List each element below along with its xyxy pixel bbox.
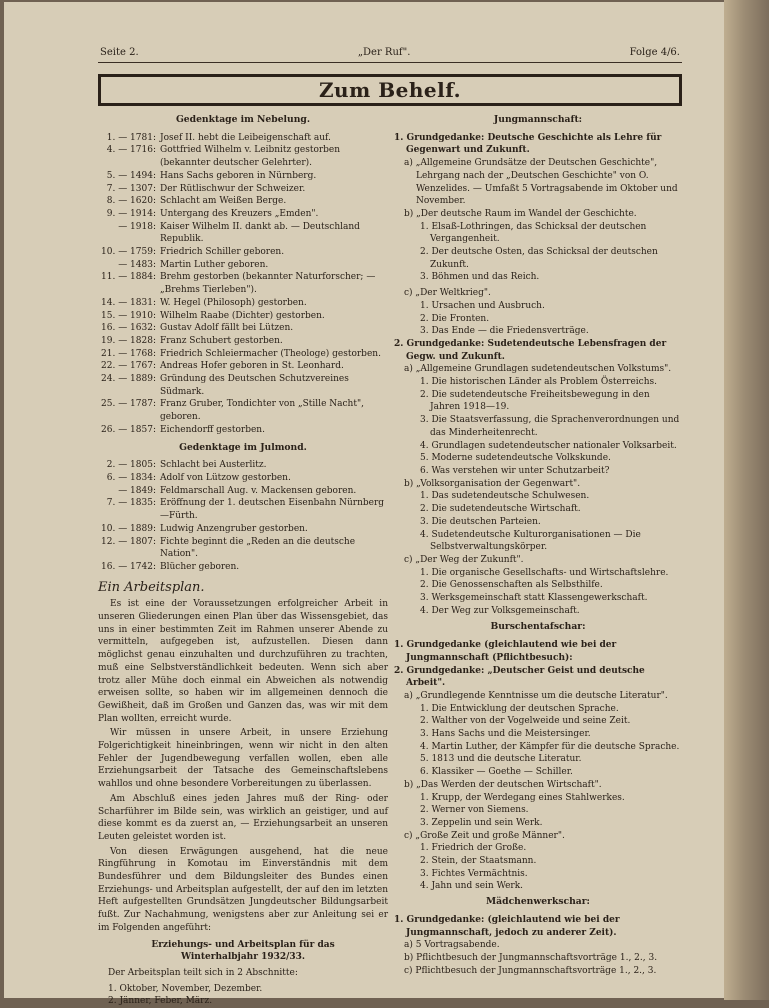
plan-title: Ein Arbeitsplan. [98,579,205,595]
list-item: 5. Moderne sudetendeutsche Volkskunde. [420,453,611,464]
plan-heading-term: Winterhalbjahr 1932/33. [180,952,306,963]
event-date: 12. — 1807: [101,536,156,547]
page-number: Seite 2. [100,46,139,58]
list-item: 3. Fichtes Vermächtnis. [420,868,528,879]
event-date: 19. — 1828: [101,335,156,346]
event-row [98,195,388,208]
list-item: 1. Ursachen und Ausbruch. [420,300,545,311]
event-text: Schlacht bei Austerlitz. [160,460,267,471]
event-row [98,523,388,536]
right-column [394,113,682,977]
event-date: 2. — 1805: [106,460,156,471]
burschen-title: Burschentafschar: [490,621,586,633]
topic-c: c) „Der Weg der Zukunft". [404,554,524,565]
event-text: Brehm gestorben (bekannter Naturforscher; — „Brehms Tierleben"). [160,272,376,296]
event-text: Gründung des Deutschen Schutzvereines Südmark. [160,374,349,397]
event-date: 16. — 1742: [101,561,156,572]
page-header [100,44,680,60]
list-item: 3. Die Staatsverfassung, die Sprachenverordnungen und das Minderheitenrecht. [420,415,680,438]
list-item: 4. Martin Luther, der Kämpfer für die deutsche Sprache. [420,741,680,752]
event-row [98,485,388,498]
event-date: 8. — 1620: [106,196,156,207]
julmond-title: Gedenktage im Julmond. [179,441,307,453]
event-row [98,208,388,221]
event-text: Friedrich Schiller geboren. [160,247,285,258]
issue-number: Folge 4/6. [629,46,680,58]
event-text: Gottfried Wilhelm v. Leibnitz gestorben (bekannter deutscher Gelehrter). [160,145,341,169]
list-item: 4. Der Weg zur Volksgemeinschaft. [420,605,580,616]
list-item: 2. Der deutsche Osten, das Schicksal der deutschen Zukunft. [420,247,658,270]
topic-b: b) „Der deutsche Raum im Wandel der Geschichte. [404,208,637,219]
list-item: 3. Die deutschen Parteien. [420,516,541,527]
event-text: Der Rütlischwur der Schweizer. [160,183,306,194]
event-date: 22. — 1767: [101,361,156,372]
event-text: Franz Gruber, Tondichter von „Stille Nacht", geboren. [160,399,364,423]
burschen-grundgedanke-1: 1. Grundgedanke (gleichlautend wie bei der Jungmannschaft (Pflichtbesuch): [394,640,617,663]
event-row [98,424,388,437]
event-row [98,259,388,272]
topic-b: b) „Volksorganisation der Gegenwart". [404,478,581,489]
event-row [98,144,388,169]
event-date: — 1918: [118,221,156,232]
event-text: Blücher geboren. [160,561,240,572]
left-column [98,113,388,1008]
list-item: a) 5 Vortragsabende. [404,940,500,951]
event-row [98,297,388,310]
event-row [98,246,388,259]
event-text: Friedrich Schleiermacher (Theologe) gestorben. [160,348,381,359]
event-text: Gustav Adolf fällt bei Lützen. [160,323,294,334]
event-text: W. Hegel (Philosoph) gestorben. [160,297,307,308]
event-date: 6. — 1834: [106,472,156,483]
event-date: 1. — 1781: [106,132,156,143]
plan-item: 1. Oktober, November, Dezember. [108,983,263,994]
event-date: 10. — 1889: [101,523,156,534]
event-date: 7. — 1835: [106,498,156,509]
maedchen-title: Mädchenwerkschar: [486,896,590,908]
event-date: 21. — 1768: [101,348,156,359]
event-text: Adolf von Lützow gestorben. [160,472,291,483]
grundgedanke-2: 2. Grundgedanke: Sudetendeutsche Lebensfragen der Gegw. und Zukunft. [394,338,667,362]
event-text: Ludwig Anzengruber gestorben. [160,523,308,534]
event-date: — 1849: [118,485,156,496]
event-date: 5. — 1494: [106,170,156,181]
event-row [98,497,388,522]
event-row [98,271,388,296]
list-item: 2. Stein, der Staatsmann. [420,856,537,867]
list-item: 2. Die sudetendeutsche Freiheitsbewegung in den Jahren 1918—19. [420,389,650,413]
list-item: 2. Werner von Siemens. [420,805,529,816]
list-item: b) Pflichtbesuch der Jungmannschaftsvorträge 1., 2., 3. [404,953,658,963]
event-date: 10. — 1759: [101,247,156,258]
page-edge-shadow [724,0,769,1000]
event-date: 9. — 1914: [106,208,156,219]
list-item: 1. Krupp, der Werdegang eines Stahlwerkes. [420,792,625,803]
list-item: 4. Jahn und sein Werk. [420,881,524,892]
plan-item: 2. Jänner, Feber, März. [108,996,213,1007]
event-text: Josef II. hebt die Leibeigenschaft auf. [160,132,331,143]
event-text: Fichte beginnt die „Reden an die deutsche Nation". [160,536,356,560]
event-row [98,561,388,574]
list-item: 1. Die historischen Länder als Problem Österreichs. [420,377,657,388]
list-item: 1. Das sudetendeutsche Schulwesen. [420,491,590,502]
event-date: 15. — 1910: [101,310,156,321]
julmond-list [98,459,388,573]
nebelung-list [98,132,388,437]
list-item: 4. Sudetendeutsche Kulturorganisationen — Die Selbstverwaltungskörper. [420,529,641,553]
grundgedanke-1: 1. Grundgedanke: Deutsche Geschichte als Lehre für Gegenwart und Zukunft. [394,132,662,156]
list-item: 2. Walther von der Vogelweide und seine Zeit. [420,716,631,727]
list-item: 1. Friedrich der Große. [420,843,527,854]
header-divider [98,62,682,63]
event-row [98,536,388,561]
event-text: Andreas Hofer geboren in St. Leonhard. [160,361,344,372]
list-item: 3. Hans Sachs und die Meistersinger. [420,729,591,740]
event-text: Franz Schubert gestorben. [160,335,283,346]
publication-name: „Der Ruf". [357,46,411,58]
topic-a: a) „Allgemeine Grundsätze der Deutschen Geschichte", Lehrgang nach der „Deutschen Geschichte" von O. Wenzelides. — Umfaßt 5 Vortragsabende im Oktober und November. [404,158,678,207]
event-text: Martin Luther geboren. [160,259,269,270]
event-date: 26. — 1857: [101,424,156,435]
list-item: 2. Die Fronten. [420,313,490,324]
event-text: Eichendorff gestorben. [160,424,265,435]
list-item: 3. Das Ende — die Friedensverträge. [420,326,589,337]
topic-a: a) „Allgemeine Grundlagen sudetendeutschen Volkstums". [404,364,672,375]
event-text: Kaiser Wilhelm II. dankt ab. — Deutschland Republik. [160,221,360,245]
event-row [98,183,388,196]
topic-a: a) „Grundlegende Kenntnisse um die deutsche Literatur". [404,690,668,701]
nebelung-title: Gedenktage im Nebelung. [175,114,311,125]
list-item: 6. Klassiker — Goethe — Schiller. [420,767,573,778]
event-row [98,335,388,348]
event-row [98,373,388,398]
event-row [98,472,388,485]
event-row [98,459,388,472]
list-item: c) Pflichtbesuch der Jungmannschaftsvorträge 1., 2., 3. [404,965,657,976]
event-row [98,132,388,145]
paragraph: Am Abschluß eines jeden Jahres muß der Ring- oder Scharführer im Bilde sein, was wirklich an geistiger, und auf diese kommt es da zuerst an, — Erziehungsarbeit an unseren Leuten geleistet worden ist. [98,793,388,842]
list-item: 5. 1813 und die deutsche Literatur. [420,754,582,765]
event-date: 24. — 1889: [101,374,156,385]
event-row [98,348,388,361]
plan-heading: Erziehungs- und Arbeitsplan für das [151,939,335,950]
event-text: Eröffnung der 1. deutschen Eisenbahn Nürnberg—Fürth. [160,498,385,522]
jungmannschaft-title: Jungmannschaft: [493,114,583,125]
topic-c: c) „Der Weltkrieg". [404,288,491,299]
list-item: 3. Werksgemeinschaft statt Klassengewerkschaft. [420,593,648,604]
list-item: 1. Elsaß-Lothringen, das Schicksal der deutschen Vergangenheit. [420,221,647,245]
list-item: 1. Die Entwicklung der deutschen Sprache. [420,703,619,714]
list-item: 6. Was verstehen wir unter Schutzarbeit? [420,465,610,476]
event-date: 25. — 1787: [101,399,156,410]
paragraph: Es ist eine der Voraussetzungen erfolgreicher Arbeit in unseren Gliederungen einen Plan über das Wissensgebiet, das uns in einer bestimmten Zeit im Rahmen unserer Abende zu vermitteln, aufgegeben ist, aufzustellen. Diesen dann möglichst genau einzuhalten und durchzuführen zu trachten, muß eine Selbstverständlichkeit bedeuten. Wenn sich aber trotz aller Mühe doch einmal ein Abweichen als notwendig erweisen sollte, so haben wir im allgemeinen dennoch die Gewißheit, daß im Großen und Ganzen das, was wir mit dem Plan wollten, erreicht wurde. [98,599,388,724]
plan-intro: Der Arbeitsplan teilt sich in 2 Abschnitte: [108,968,298,978]
list-item: 4. Grundlagen sudetendeutscher nationaler Volksarbeit. [420,440,677,451]
event-row [98,221,388,246]
topic-b: b) „Das Werden der deutschen Wirtschaft". [404,779,602,790]
event-text: Feldmarschall Aug. v. Mackensen geboren. [160,485,357,496]
paragraph: Wir müssen in unsere Arbeit, in unsere Erziehung Folgerichtigkeit hineinbringen, wenn wir nicht in den alten Fehler der Jugendbewegung verfallen wollen, eben alle Erziehungsarbeit der Tatsache des Gemeinschaftslebens wahllos und ohne besondere Vorbereitungen zu überlassen. [98,728,388,790]
event-date: 14. — 1831: [101,297,156,308]
event-row [98,310,388,323]
list-item: 2. Die Genossenschaften als Selbsthilfe. [420,580,603,591]
paragraph: Von diesen Erwägungen ausgehend, hat die neue Ringführung in Komotau im Einverständnis mit dem Bundesführer und dem Bildungsleiter des Bundes einen Erziehungs- und Arbeitsplan aufgestellt, der auf den im letzten Heft aufgestellten Grundsätzen Jungdeutscher Bildungsarbeit fußt. Zur Nachahmung, wenigstens aber zur Anleitung sei er im Folgenden angeführt: [98,846,388,933]
list-item: 3. Zeppelin und sein Werk. [420,817,543,828]
event-date: — 1483: [118,259,156,270]
event-text: Wilhelm Raabe (Dichter) gestorben. [160,310,325,321]
event-row [98,398,388,423]
maedchen-grundgedanke-1: 1. Grundgedanke: (gleichlautend wie bei der Jungmannschaft, jedoch zu anderer Zeit). [394,914,620,938]
burschen-grundgedanke-2: 2. Grundgedanke: „Deutscher Geist und deutsche Arbeit". [394,665,645,689]
event-row [98,360,388,373]
event-date: 11. — 1884: [101,272,156,283]
event-text: Schlacht am Weißen Berge. [160,196,287,207]
event-row [98,322,388,335]
event-text: Hans Sachs geboren in Nürnberg. [160,170,317,181]
banner-title: Zum Behelf. [318,78,462,102]
event-date: 16. — 1632: [101,323,156,334]
list-item: 2. Die sudetendeutsche Wirtschaft. [420,504,581,515]
list-item: 3. Böhmen und das Reich. [420,272,540,283]
event-text: Untergang des Kreuzers „Emden". [160,208,319,219]
list-item: 1. Die organische Gesellschafts- und Wirtschaftslehre. [420,567,669,578]
event-date: 7. — 1307: [106,183,156,194]
section-banner [98,74,682,106]
event-date: 4. — 1716: [106,145,156,156]
event-row [98,170,388,183]
topic-c: c) „Große Zeit und große Männer". [404,830,565,841]
